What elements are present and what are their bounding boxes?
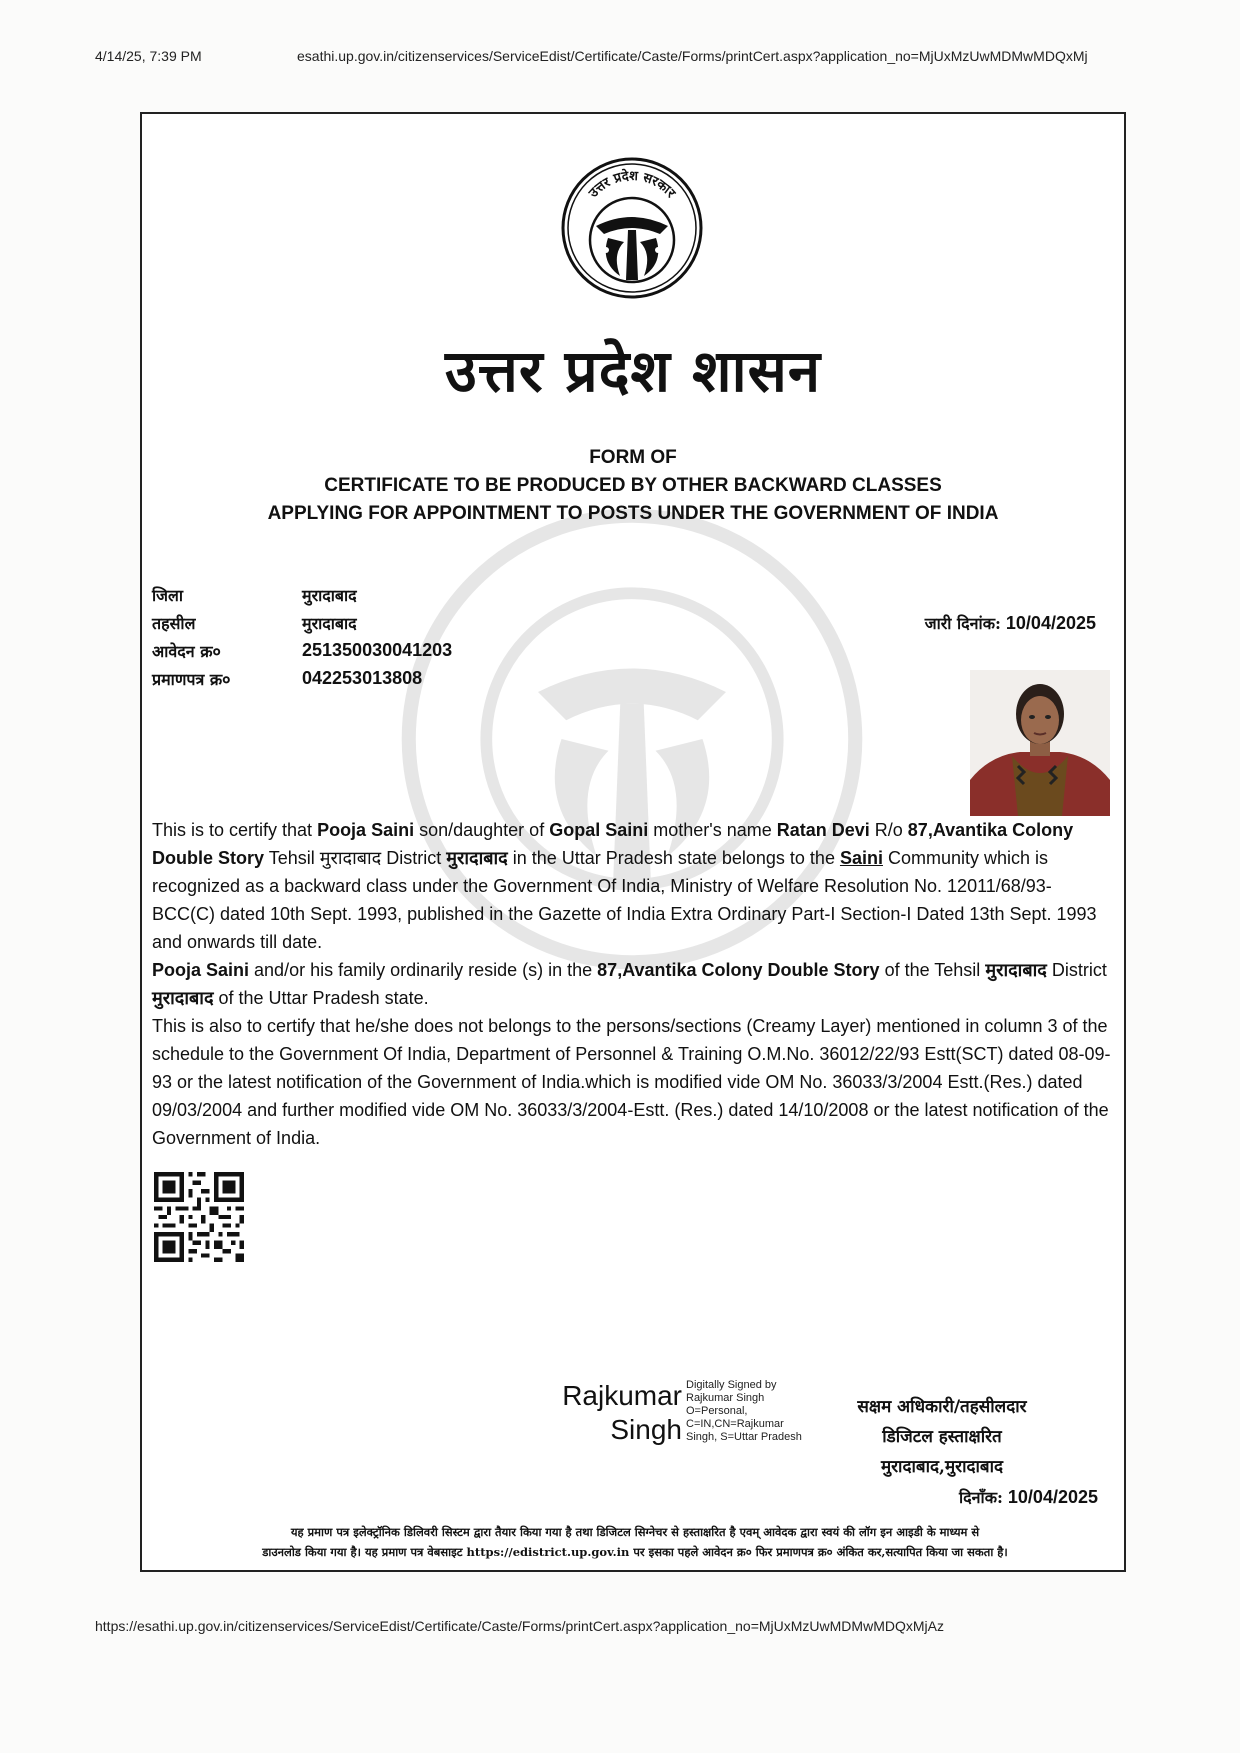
body-text-segment: and/or his family ordinarily reside (s) in the xyxy=(249,960,598,980)
application-label: आवेदन क्र० xyxy=(152,642,221,661)
issue-date-label: जारी दिनांक: xyxy=(924,614,1001,633)
caste-name: Saini xyxy=(839,848,883,868)
body-text-segment: Community which is recognized as a backward class under the Government Of India, Ministry of Welfare Resolution No. 12011/68/93-BCC(C) dated 10th Sept. 1993, published in the Gazette of India Extra Ordinary Part-I Section-I Dated 13th Sept. 1993 and onwards till date. xyxy=(152,848,1097,952)
application-number: 251350030041203 xyxy=(302,640,453,660)
father-name: Gopal Saini xyxy=(549,820,649,840)
body-text-segment: in the Uttar Pradesh state belongs to the xyxy=(507,848,840,868)
body-text-segment: This is to certify that xyxy=(152,820,318,840)
certificate-frame xyxy=(140,112,1126,1572)
svg-text:उत्तर प्रदेश सरकार: उत्तर प्रदेश सरकार xyxy=(586,168,678,201)
body-paragraph-3: This is also to certify that he/she does not belongs to the persons/sections (Creamy Layer) mentioned in column 3 of the schedule to the Government Of India, Department of Personnel & Training O.M.No. 36012/22/93 Estt(SCT) dated 08-09-93 or the latest notification of the Government of India.which is modified vide OM No. 36033/3/2004 Estt.(Res.) dated 09/03/2004 and further modified vide OM No. 36033/3/2004-Estt. (Res.) dated 14/10/2008 or the latest notification of the Government of India. xyxy=(152,1016,1111,1148)
officer-signed-label: डिजिटल हस्ताक्षरित xyxy=(882,1427,1002,1447)
tehsil-row xyxy=(152,612,452,640)
applicant-name-2: Pooja Saini xyxy=(152,960,250,980)
officer-location: मुरादाबाद,मुरादाबाद xyxy=(880,1457,1004,1477)
mother-name: Ratan Devi xyxy=(776,820,870,840)
up-government-emblem-icon xyxy=(560,156,704,300)
print-url: esathi.up.gov.in/citizenservices/ServiceEdist/Certificate/Caste/Forms/printCert.aspx?application_no=MjUxMzUwMDMwMDQxMj xyxy=(297,48,1088,64)
tehsil-label: तहसील xyxy=(152,614,196,633)
body-paragraph-1 xyxy=(152,816,1112,956)
signatory-name xyxy=(552,1379,682,1447)
digital-signature-line: Digitally Signed by xyxy=(686,1379,777,1391)
print-timestamp: 4/14/25, 7:39 PM xyxy=(95,48,202,64)
district-inline-2: मुरादाबाद xyxy=(152,988,214,1008)
signatory-name-line1: Rajkumar xyxy=(562,1380,682,1411)
officer-designation: सक्षम अधिकारी/तहसीलदार xyxy=(857,1397,1027,1417)
tehsil-inline-2: मुरादाबाद xyxy=(985,960,1047,980)
application-row xyxy=(152,640,452,668)
digital-signature-line: Singh, S=Uttar Pradesh xyxy=(686,1431,802,1443)
body-text-segment: District xyxy=(1046,960,1107,980)
government-title: उत्तर प्रदेश शासन xyxy=(444,337,822,405)
verification-note xyxy=(152,1522,1118,1562)
district-inline: मुरादाबाद xyxy=(446,848,508,868)
district-value: मुरादाबाद xyxy=(302,586,357,605)
issue-date xyxy=(925,612,1096,634)
applicant-address-2: 87,Avantika Colony Double Story xyxy=(597,960,880,980)
qr-code-icon xyxy=(154,1172,244,1262)
verification-note-line2: डाउनलोड किया गया है। यह प्रमाण पत्र वेबसाइट https://edistrict.up.gov.in पर इसका पहले आवेदन क्र० फिर प्रमाणपत्र क्र० अंकित कर,सत्यापित किया जा सकता है। xyxy=(262,1545,1008,1559)
body-text-segment: R/o xyxy=(869,820,908,840)
body-text-segment: of the Uttar Pradesh state. xyxy=(213,988,429,1008)
certificate-number: 042253013808 xyxy=(302,668,423,688)
district-label: जिला xyxy=(152,586,184,605)
form-heading-line1: FORM OF xyxy=(589,447,677,468)
body-text-segment: Tehsil xyxy=(264,848,320,868)
page-url-footer: https://esathi.up.gov.in/citizenservices/ServiceEdist/Certificate/Caste/Forms/printCert.aspx?application_no=MjUxMzUwMDMwMDQxMjAz xyxy=(95,1618,944,1634)
applicant-name: Pooja Saini xyxy=(317,820,415,840)
form-heading-line3: APPLYING FOR APPOINTMENT TO POSTS UNDER THE GOVERNMENT OF INDIA xyxy=(267,503,999,524)
applicant-address: 87,Avantika Colony Double Story xyxy=(152,820,1074,868)
issuing-officer xyxy=(782,1392,1102,1513)
verification-note-line1: यह प्रमाण पत्र इलेक्ट्रॉनिक डिलिवरी सिस्टम द्वारा तैयार किया गया है तथा डिजिटल सिग्नेचर से हस्ताक्षरित है एवम् आवेदक द्वारा स्वयं की लॉग इन आइडी के माध्यम से xyxy=(290,1525,980,1539)
body-text-segment: mother's name xyxy=(648,820,777,840)
tehsil-value: मुरादाबाद xyxy=(302,614,357,633)
issue-date-value: 10/04/2025 xyxy=(1005,613,1096,633)
body-text-segment: District xyxy=(381,848,447,868)
signatory-name-line2: Singh xyxy=(610,1414,682,1445)
officer-date-value: 10/04/2025 xyxy=(1007,1487,1098,1507)
officer-date xyxy=(782,1482,1102,1513)
officer-date-label: दिनाँक: xyxy=(959,1488,1003,1507)
certificate-row xyxy=(152,668,452,696)
district-row xyxy=(152,584,452,612)
digital-signature-line: Rajkumar Singh xyxy=(686,1392,765,1404)
certificate-meta xyxy=(152,584,452,696)
body-text-segment: of the Tehsil xyxy=(879,960,986,980)
certificate-body xyxy=(152,816,1112,1152)
form-heading-line2: CERTIFICATE TO BE PRODUCED BY OTHER BACKWARD CLASSES xyxy=(324,475,942,496)
body-paragraph-2 xyxy=(152,956,1112,1012)
digital-signature-line: O=Personal, xyxy=(686,1405,748,1417)
tehsil-inline: मुरादाबाद xyxy=(319,848,382,868)
body-text-segment: son/daughter of xyxy=(414,820,550,840)
certificate-label: प्रमाणपत्र क्र० xyxy=(152,670,231,689)
applicant-photo xyxy=(970,670,1110,816)
digital-signature-line: C=IN,CN=Rajkumar xyxy=(686,1418,784,1430)
